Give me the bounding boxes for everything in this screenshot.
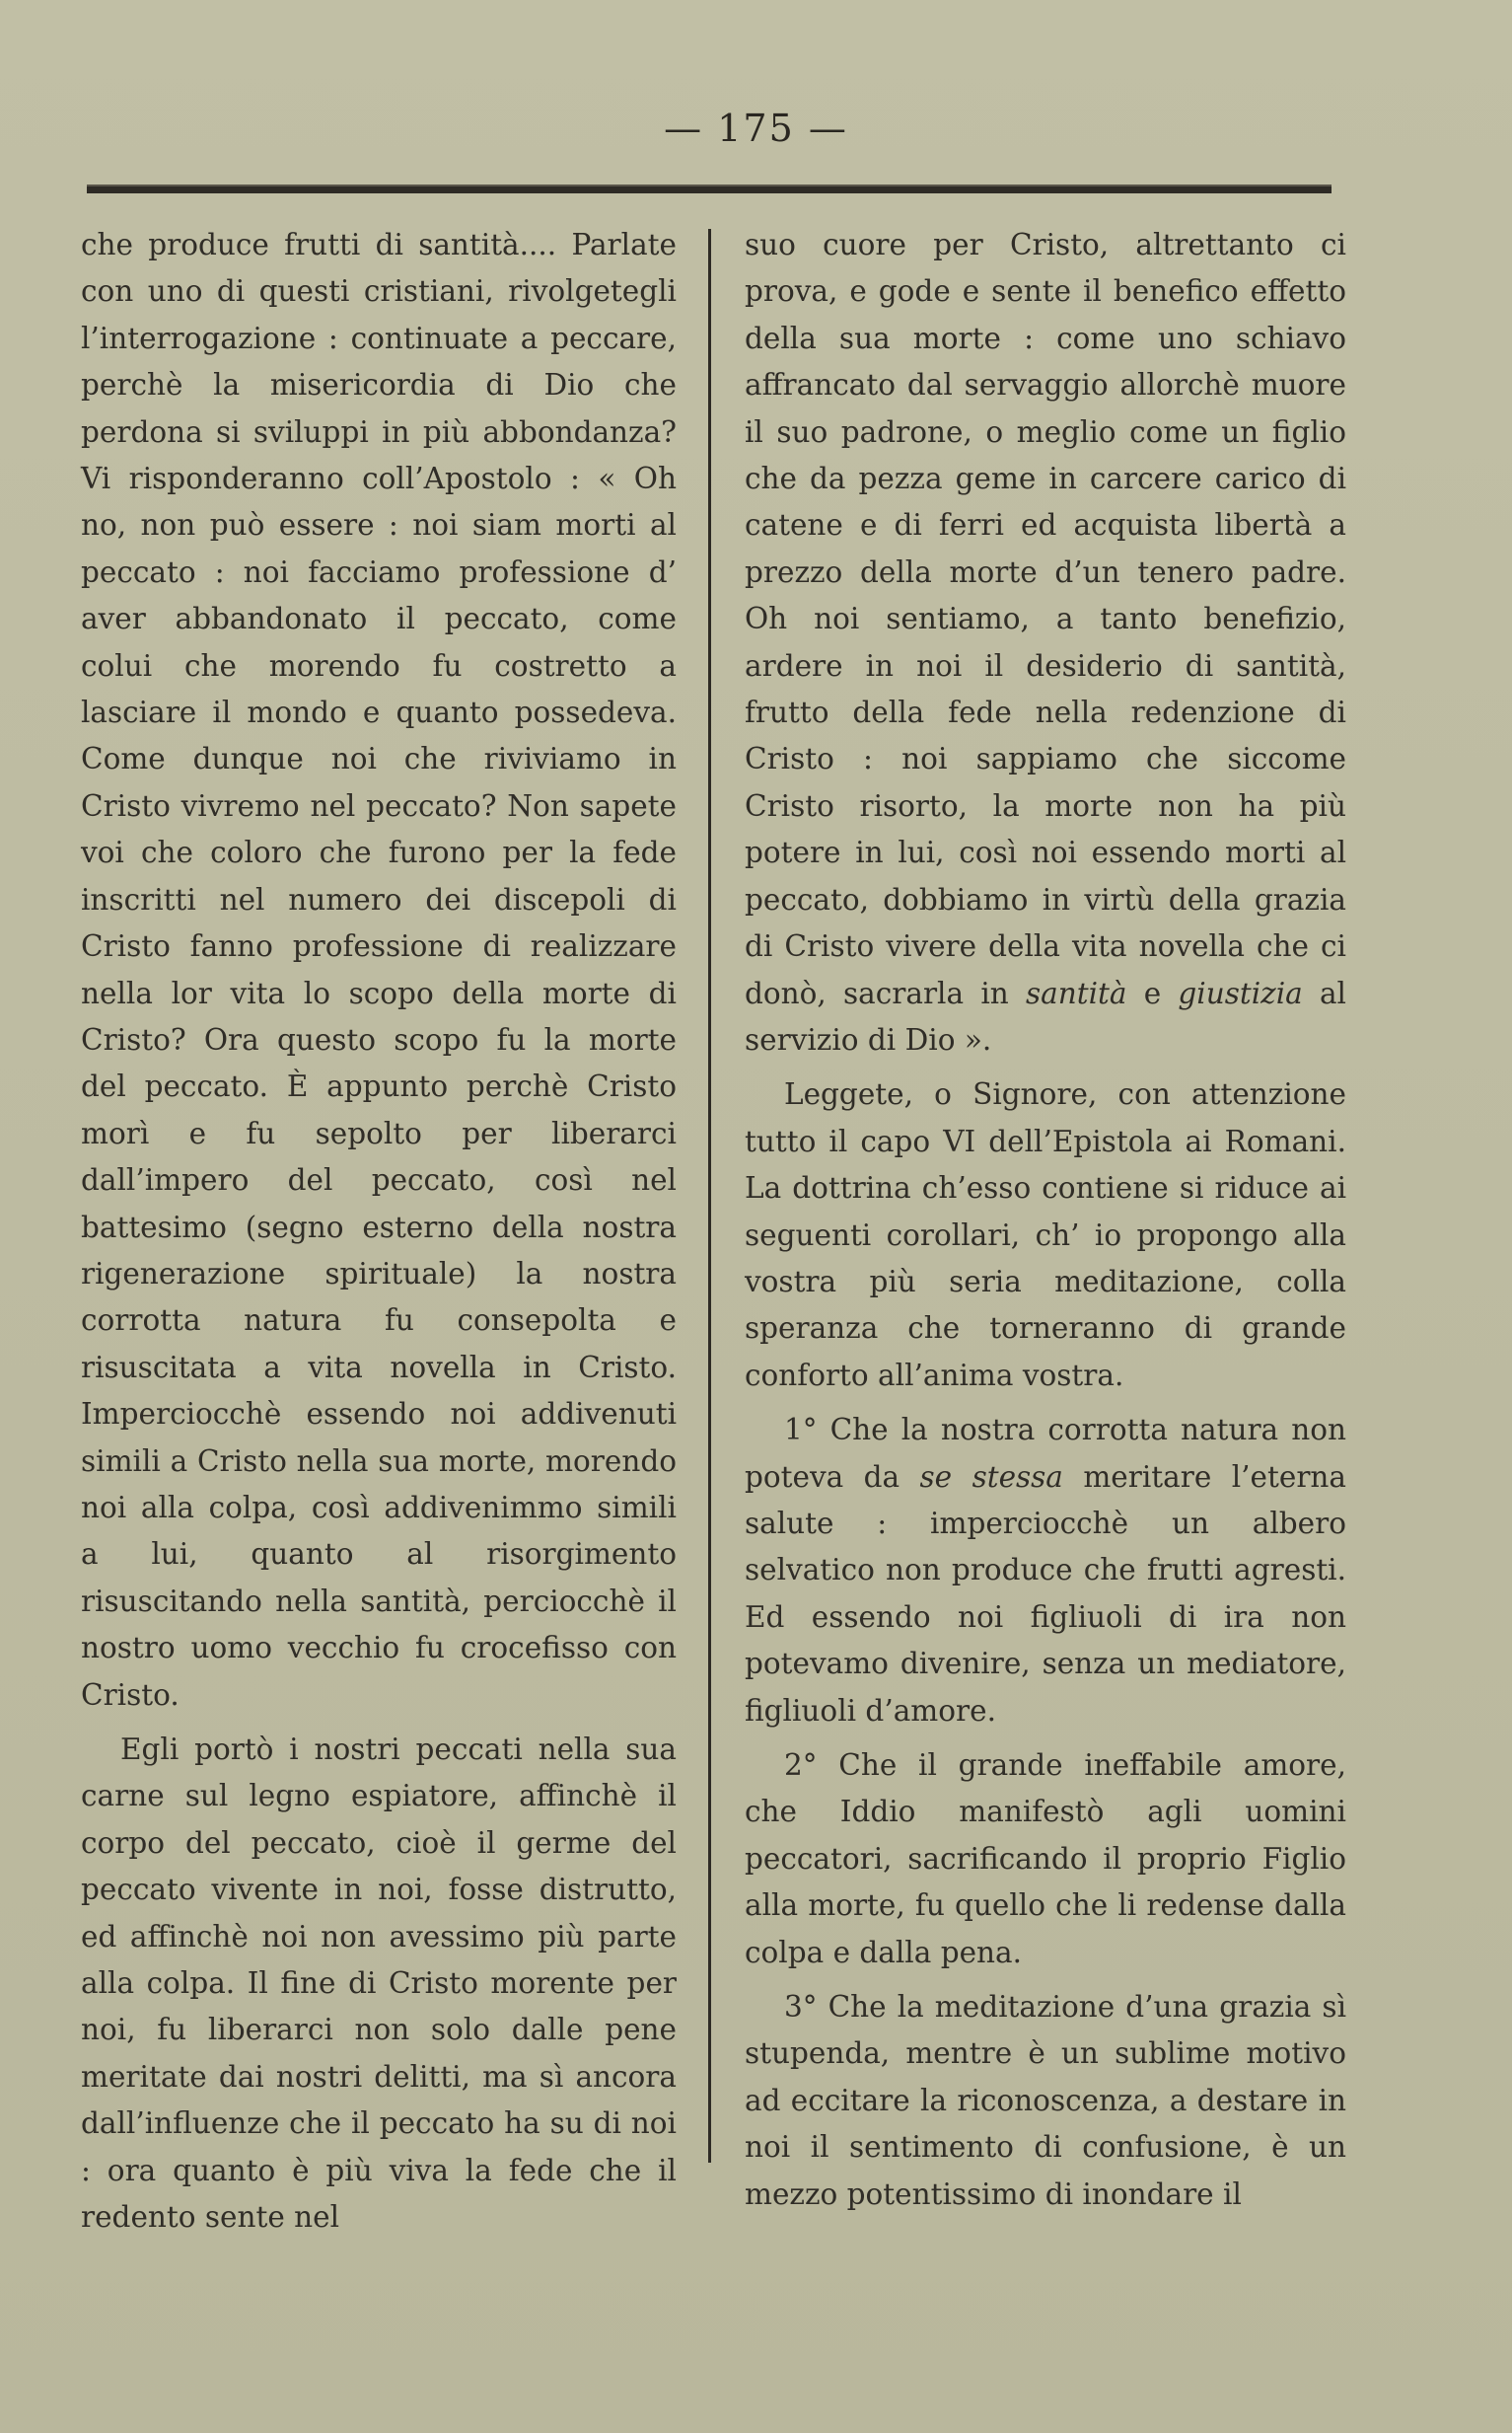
column-divider [708, 229, 711, 2163]
italic-giustizia: giustizia [1178, 976, 1303, 1010]
italic-santita: santità [1026, 976, 1127, 1010]
right-paragraph-3-a: 1° Che la nostra corrotta natura non poteva da [745, 1413, 1346, 1494]
right-paragraph-3 [745, 1407, 1346, 1734]
page-number: — 175 — [664, 107, 848, 150]
right-paragraph-1-mid: e [1126, 976, 1179, 1010]
italic-se-stessa: se stessa [919, 1459, 1063, 1494]
left-paragraph-2: Egli portò i nostri peccati nella sua carne sul legno espiatore, affinchè il corpo del peccato, cioè il germe del peccato vivente in noi, fosse distrutto, ed affinchè noi non avessimo più parte alla colpa. Il fine di Cristo morente per noi, fu liberarci non solo dalle pene meritate dai nostri delitti, ma sì ancora dall’influenze che il peccato ha su di noi : ora quanto è più viva la fede che il redento sente nel [81, 1733, 677, 2235]
left-paragraph-1: che produce frutti di santità.... Parlate con uno di questi cristiani, rivolgetegli l’interrogazione : continuate a peccare, perchè la misericordia di Dio che perdona si sviluppi in più abbondanza? Vi risponderanno coll’Apostolo : « Oh no, non può essere : noi siam morti al peccato : noi facciamo professione d’ aver abbandonato il peccato, come colui che morendo fu costretto a lasciare il mondo e quanto possedeva. Come dunque noi che riviviamo in Cristo vivremo nel peccato? Non sapete voi che coloro che furono per la fede inscritti nel numero dei discepoli di Cristo fanno professione di realizzare nella lor vita lo scopo della morte di Cristo? Ora questo scopo fu la morte del peccato. È appunto perchè Cristo morì e fu sepolto per liberarci dall’impero del peccato, così nel battesimo (segno esterno della nostra rigenerazione spirituale) la nostra corrotta natura fu consepolta e risuscitata a vita novella in Cristo. Imperciocchè essendo noi addivenuti simili a Cristo nella sua morte, morendo noi alla colpa, così addivenimmo simili a lui, quanto al risorgimento risuscitando nella santità, perciocchè il nostro uomo vecchio fu crocefisso con Cristo. [81, 228, 677, 1712]
right-paragraph-3-b: meritare l’eterna salute : imperciocchè un albero selvatico non produce che frutti agresti. Ed essendo noi figliuoli di ira non potevamo divenire, senza un mediatore, figliuoli d’amore. [745, 1459, 1347, 1728]
left-column [81, 222, 677, 2241]
right-paragraph-1-text: suo cuore per Cristo, altrettanto ci prova, e gode e sente il benefico effetto della sua morte : come uno schiavo affrancato dal servaggio allorchè muore il suo padrone, o meglio come un figlio che da pezza geme in carcere carico di catene e di ferri ed acquista libertà a prezzo della morte d’un tenero padre. Oh noi sentiamo, a tanto benefizio, ardere in noi il desiderio di santità, frutto della fede nella redenzione di Cristo : noi sappiamo che siccome Cristo risorto, la morte non ha più potere in lui, così noi essendo morti al peccato, dobbiamo in virtù della grazia di Cristo vivere della vita novella che ci donò, sacrarla in [745, 228, 1346, 1010]
right-paragraph-1-end: al servizio di Dio ». [745, 976, 1346, 1057]
right-column [745, 222, 1346, 2218]
header-rule [87, 184, 1332, 193]
right-paragraph-1 [745, 222, 1346, 1064]
right-paragraph-2: Leggete, o Signore, con attenzione tutto il capo VI dell’Epistola ai Romani. La dottrina ch’esso contiene si riduce ai seguenti corollari, ch’ io propongo alla vostra più seria meditazione, colla speranza che torneranno di grande conforto all’anima vostra. [745, 1077, 1346, 1392]
right-paragraph-4: 2° Che il grande ineffabile amore, che Iddio manifestò agli uomini peccatori, sacrificando il proprio Figlio alla morte, fu quello che li redense dalla colpa e dalla pena. [745, 1748, 1346, 1969]
right-paragraph-5: 3° Che la meditazione d’una grazia sì stupenda, mentre è un sublime motivo ad eccitare la riconoscenza, a destare in noi il sentimento di confusione, è un mezzo potentissimo di inondare il [745, 1990, 1346, 2211]
